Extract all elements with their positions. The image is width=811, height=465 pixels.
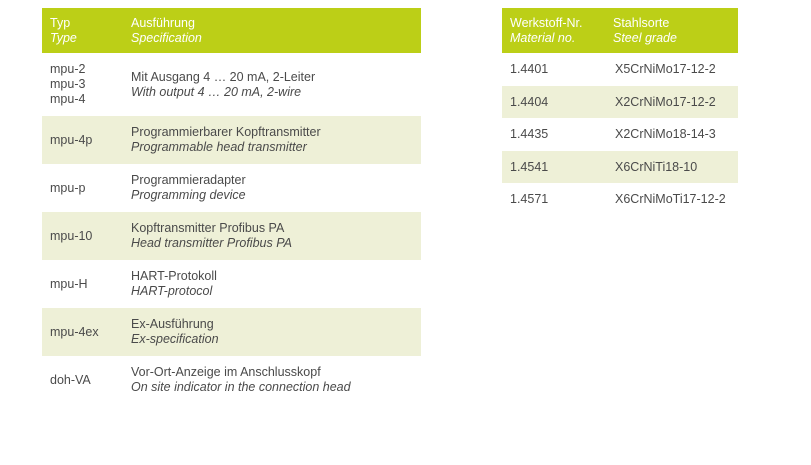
type-code: mpu-3 (50, 77, 86, 91)
specification-de: Kopftransmitter Profibus PA (131, 221, 285, 235)
steel-grade-header-cell (609, 8, 738, 53)
specification-en: With output 4 … 20 mA, 2-wire (131, 84, 302, 99)
specification-de: HART-Protokoll (131, 269, 217, 283)
steel-grade-cell: X6CrNiTi18-10 (609, 151, 738, 183)
table-row (502, 183, 738, 216)
steel-grade-header-en: Steel grade (613, 30, 677, 45)
material-number-cell: 1.4571 (510, 192, 549, 206)
specification-de: Mit Ausgang 4 … 20 mA, 2-Leiter (131, 69, 316, 84)
specification-en: Programming device (131, 188, 246, 202)
steel-grade-cell: X6CrNiMoTi17-12-2 (615, 192, 726, 206)
steel-grade-cell: X2CrNiMo17-12-2 (609, 86, 738, 118)
material-table-header (502, 8, 738, 53)
specification-de: Vor-Ort-Anzeige im Anschlusskopf (131, 365, 321, 379)
specification-cell (127, 53, 421, 116)
type-code: mpu-4 (50, 92, 86, 106)
specification-de: Ex-Ausführung (131, 317, 214, 331)
type-code: mpu-H (50, 276, 88, 291)
specification-en: Head transmitter Profibus PA (131, 236, 292, 250)
material-number-header-en: Material no. (510, 30, 576, 45)
specification-en: Ex-specification (131, 332, 219, 346)
type-code: mpu-4ex (50, 324, 99, 339)
specification-header-de: Ausführung (131, 15, 195, 30)
material-steel-grade-table (502, 8, 738, 216)
type-cell (42, 212, 127, 260)
table-row (42, 260, 421, 308)
table-row (42, 164, 421, 212)
table-row (42, 356, 421, 404)
type-specification-table (42, 8, 421, 404)
type-cell (42, 308, 127, 356)
type-code: mpu-p (50, 180, 86, 195)
type-cell (42, 356, 127, 404)
specification-cell (127, 164, 421, 212)
specification-de: Programmierbarer Kopftransmitter (131, 125, 321, 139)
type-header-de: Typ (50, 15, 71, 30)
specification-cell (127, 308, 421, 356)
steel-grade-cell: X2CrNiMo18-14-3 (615, 127, 716, 141)
type-cell (42, 260, 127, 308)
specification-header-cell (127, 8, 421, 53)
type-header-cell (42, 8, 127, 53)
type-code: doh-VA (50, 372, 91, 387)
table-row (502, 118, 738, 151)
specification-cell (127, 260, 421, 308)
table-row (502, 86, 738, 118)
steel-grade-header-de: Stahlsorte (613, 15, 670, 30)
specification-cell (127, 212, 421, 260)
material-number-cell: 1.4404 (502, 86, 609, 118)
specification-de: Programmieradapter (131, 173, 246, 187)
specification-header-en: Specification (131, 30, 202, 45)
specification-en: Programmable head transmitter (131, 140, 307, 154)
type-code: mpu-2 (50, 62, 86, 76)
type-code: mpu-4p (50, 132, 93, 147)
material-number-header-de: Werkstoff-Nr. (510, 15, 583, 30)
table-row (502, 151, 738, 183)
specification-en: On site indicator in the connection head (131, 380, 351, 394)
type-cell (42, 116, 127, 164)
table-row (502, 53, 738, 86)
table-row (42, 212, 421, 260)
type-header-en: Type (50, 30, 77, 45)
type-cell (42, 164, 127, 212)
material-number-cell: 1.4541 (502, 151, 609, 183)
specification-cell (127, 356, 421, 404)
steel-grade-cell: X5CrNiMo17-12-2 (615, 62, 716, 76)
specification-en: HART-protocol (131, 284, 213, 298)
material-number-cell: 1.4435 (510, 127, 549, 141)
table-row (42, 116, 421, 164)
material-number-cell: 1.4401 (510, 62, 549, 76)
material-number-header-cell (502, 8, 609, 53)
type-table-header (42, 8, 421, 53)
specification-cell (127, 116, 421, 164)
type-code: mpu-10 (50, 228, 93, 243)
table-row (42, 53, 421, 116)
type-cell (42, 53, 127, 116)
table-row (42, 308, 421, 356)
